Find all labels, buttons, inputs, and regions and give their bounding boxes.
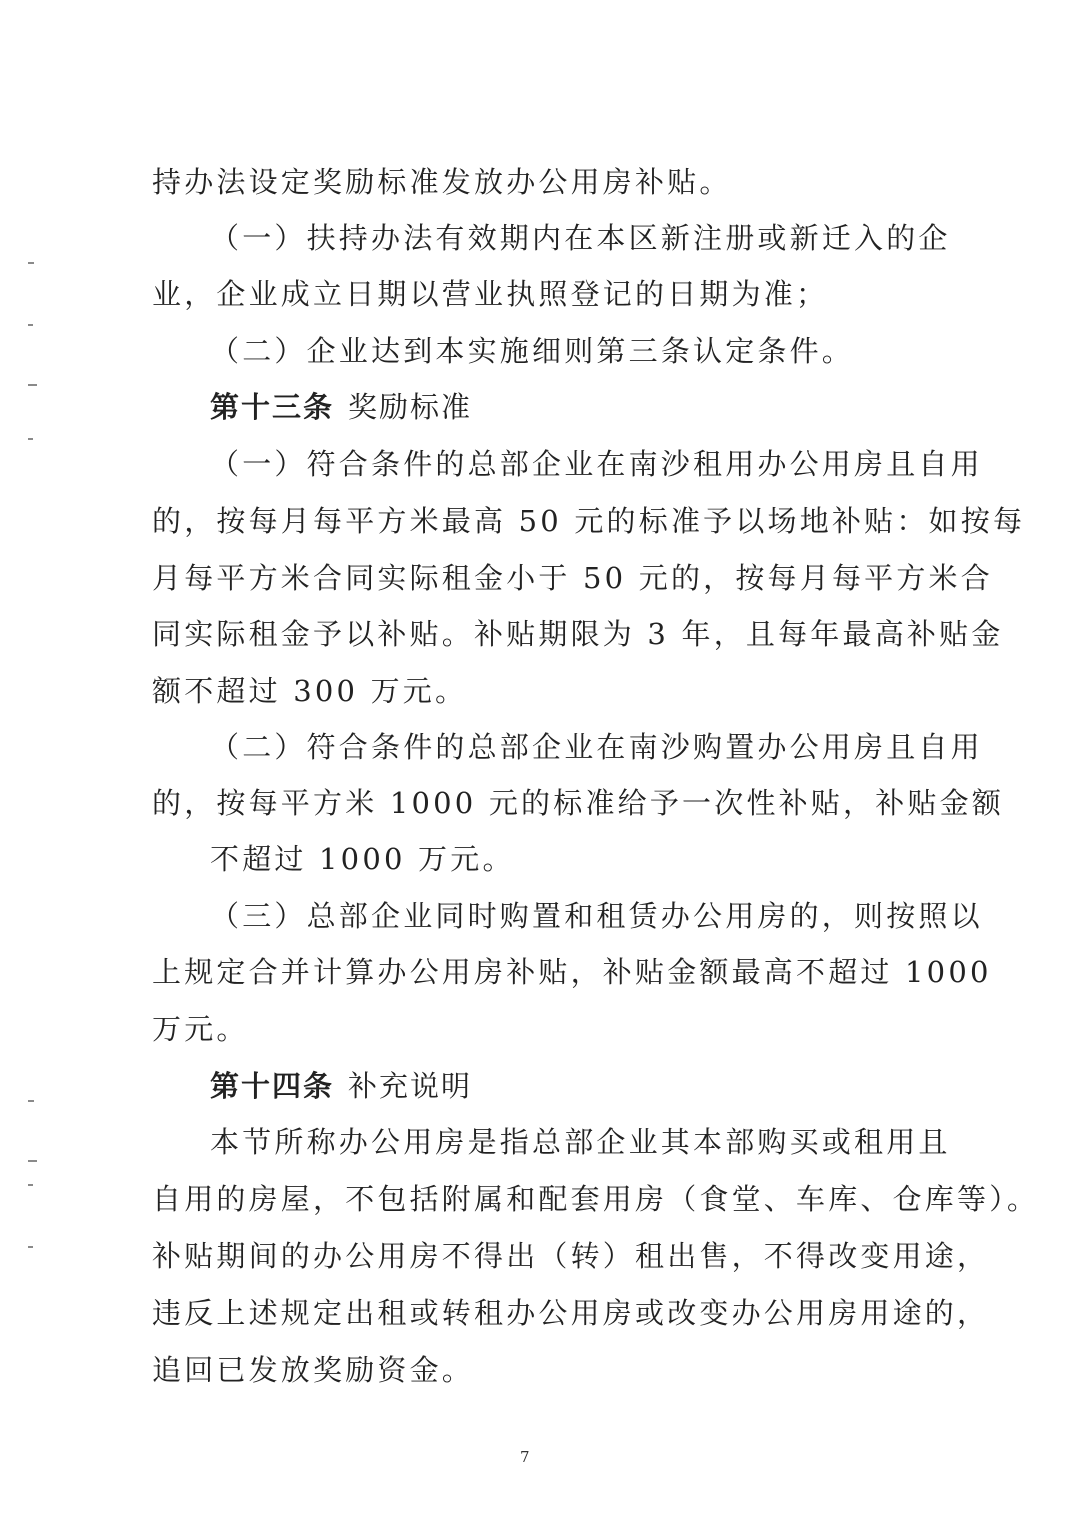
- article-13-heading: [210, 387, 472, 427]
- article-13-title: 奖励标准: [348, 390, 473, 424]
- scan-mark: [28, 324, 33, 326]
- article-13-number: 第十三条: [210, 390, 335, 424]
- scan-mark: [28, 438, 33, 440]
- text-line: 额不超过 300 万元。: [152, 674, 468, 708]
- scan-mark: [28, 1160, 37, 1162]
- article-14-number: 第十四条: [210, 1069, 335, 1103]
- text-line: 补贴期间的办公用房不得出（转）租出售，不得改变用途，: [152, 1239, 990, 1273]
- text-line: 万元。: [152, 1012, 249, 1046]
- text-line: 自用的房屋，不包括附属和配套用房（食堂、车库、仓库等）。: [152, 1182, 1040, 1216]
- text-line: （三）总部企业同时购置和租赁办公用房的，则按照以: [210, 899, 983, 933]
- text-line: （二）企业达到本实施细则第三条认定条件。: [210, 334, 855, 368]
- text-line: 追回已发放奖励资金。: [152, 1353, 475, 1387]
- page-number: 7: [520, 1448, 530, 1466]
- text-line: 业，企业成立日期以营业执照登记的日期为准；: [152, 277, 829, 311]
- text-line: 的，按每月每平方米最高 50 元的标准予以场地补贴：如按每: [152, 504, 1026, 538]
- text-line: 上规定合并计算办公用房补贴，补贴金额最高不超过 1000: [152, 955, 992, 989]
- text-line: 的，按每平方米 1000 元的标准给予一次性补贴，补贴金额: [152, 786, 1005, 820]
- scan-mark: [28, 384, 37, 386]
- text-line: （二）符合条件的总部企业在南沙购置办公用房且自用: [210, 730, 983, 764]
- text-line: （一）扶持办法有效期内在本区新注册或新迁入的企: [210, 221, 951, 255]
- text-line: 持办法设定奖励标准发放办公用房补贴。: [152, 165, 732, 199]
- article-14-heading: [210, 1066, 472, 1106]
- scan-mark: [28, 1246, 33, 1248]
- scan-mark: [28, 1100, 34, 1102]
- text-line: 月每平方米合同实际租金小于 50 元的，按每月每平方米合: [152, 561, 993, 595]
- text-line: 本节所称办公用房是指总部企业其本部购买或租用且: [210, 1125, 951, 1159]
- text-line: 违反上述规定出租或转租办公用房或改变办公用房用途的，: [152, 1296, 990, 1330]
- text-line: 同实际租金予以补贴。补贴期限为 3 年，且每年最高补贴金: [152, 617, 1004, 651]
- article-14-title: 补充说明: [348, 1069, 473, 1103]
- scan-mark: [28, 1184, 33, 1186]
- text-line: 不超过 1000 万元。: [210, 842, 515, 876]
- scan-mark: [28, 262, 34, 264]
- text-line: （一）符合条件的总部企业在南沙租用办公用房且自用: [210, 447, 983, 481]
